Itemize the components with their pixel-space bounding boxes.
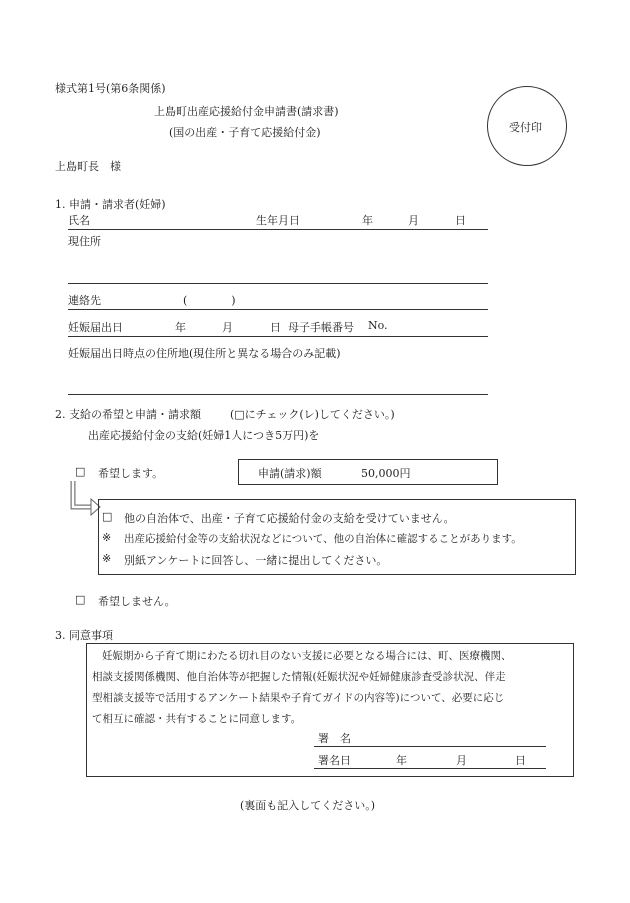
note-mark-survey: ※ bbox=[102, 552, 112, 565]
signature-day-label: 日 bbox=[515, 754, 526, 767]
pregnancy-year-label: 年 bbox=[175, 321, 186, 334]
contact-field-line[interactable] bbox=[68, 309, 488, 310]
consent-line-4: て相互に確認・共有することに同意します。 bbox=[92, 713, 302, 725]
contact-paren: ( ) bbox=[183, 294, 236, 307]
amount-label: 申請(請求)額 bbox=[258, 467, 322, 480]
signature-date-field-line[interactable] bbox=[314, 768, 546, 769]
signature-month-label: 月 bbox=[456, 754, 467, 767]
pregnancy-date-label: 妊娠届出日 bbox=[68, 321, 123, 334]
address-field-line[interactable] bbox=[68, 283, 488, 284]
note-survey-text: 別紙アンケートに回答し、一緒に提出してください。 bbox=[124, 554, 388, 567]
signature-field-line[interactable] bbox=[314, 746, 546, 747]
consent-line-1: 妊娠期から子育て期にわたる切れ目のない支援に必要となる場合には、町、医療機関、 bbox=[102, 650, 512, 662]
not-received-label: 他の自治体で、出産・子育て応援給付金の支給を受けていません。 bbox=[124, 512, 455, 525]
name-label: 氏名 bbox=[68, 214, 90, 227]
wish-no-label: 希望しません。 bbox=[98, 595, 176, 608]
note-confirm-text: 出産応援給付金等の支給状況などについて、他の自治体に確認することがあります。 bbox=[124, 533, 522, 545]
birth-year-label: 年 bbox=[362, 214, 373, 227]
form-title: 上島町出産応援給付金申請書(請求書) bbox=[154, 105, 339, 118]
birth-day-label: 日 bbox=[455, 214, 466, 227]
wish-no-checkbox[interactable]: □ bbox=[75, 593, 86, 606]
section2-heading: 2. 支給の希望と申請・請求額 bbox=[55, 408, 201, 421]
wish-yes-checkbox[interactable]: □ bbox=[75, 465, 86, 478]
check-instruction: (□にチェック(レ)してください。) bbox=[230, 408, 395, 421]
section1-heading: 1. 申請・請求者(妊婦) bbox=[55, 198, 166, 211]
note-mark-confirm: ※ bbox=[102, 531, 112, 544]
mch-no-label: No. bbox=[368, 319, 388, 332]
pregnancy-field-line[interactable] bbox=[68, 336, 488, 337]
consent-line-3: 型相談支援等で活用するアンケート結果や子育てガイドの内容等)について、必要に応じ bbox=[92, 692, 505, 704]
reception-stamp-label: 受付印 bbox=[509, 121, 542, 134]
section3-heading: 3. 同意事項 bbox=[55, 629, 113, 642]
form-subtitle: (国の出産・子育て応援給付金) bbox=[169, 126, 321, 139]
signature-year-label: 年 bbox=[396, 754, 407, 767]
consent-line-2: 相談支援関係機関、他自治体等が把握した情報(妊娠状況や妊婦健康診査受診状況、伴走 bbox=[92, 671, 506, 683]
mch-label: 母子手帳番号 bbox=[288, 321, 354, 334]
name-field-line[interactable] bbox=[68, 229, 488, 230]
prev-address-field-line[interactable] bbox=[68, 394, 488, 395]
section2-subheading: 出産応援給付金の支給(妊婦1人につき5万円)を bbox=[88, 429, 320, 442]
form-number: 様式第1号(第6条関係) bbox=[55, 82, 166, 95]
address-label: 現住所 bbox=[68, 235, 101, 248]
not-received-checkbox[interactable]: □ bbox=[102, 510, 113, 523]
pregnancy-day-label: 日 bbox=[270, 321, 281, 334]
prev-address-label: 妊娠届出日時点の住所地(現住所と異なる場合のみ記載) bbox=[68, 347, 341, 360]
amount-value: 50,000円 bbox=[361, 467, 411, 480]
addressee: 上島町長 様 bbox=[55, 160, 121, 173]
birth-label: 生年月日 bbox=[256, 214, 300, 227]
contact-label: 連絡先 bbox=[68, 294, 101, 307]
wish-yes-label: 希望します。 bbox=[98, 467, 164, 480]
footer-note: (裏面も記入してください。) bbox=[240, 799, 376, 812]
birth-month-label: 月 bbox=[408, 214, 419, 227]
signature-label: 署 名 bbox=[318, 732, 351, 745]
signature-date-label: 署名日 bbox=[318, 754, 351, 767]
pregnancy-month-label: 月 bbox=[222, 321, 233, 334]
